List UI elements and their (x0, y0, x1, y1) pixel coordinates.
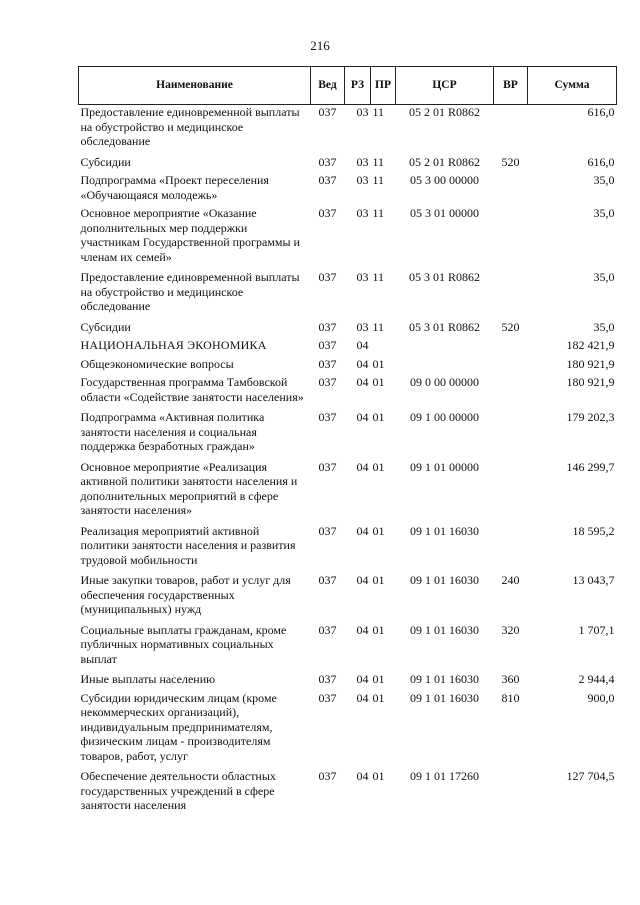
cell-vr: 240 (501, 573, 520, 587)
cell-name: Основное мероприятие «Оказание дополнительных мер поддержки участникам Государственной программы и членам их семей» (80, 206, 300, 264)
header-pr: ПР (371, 67, 396, 105)
table-row (79, 623, 617, 673)
cell-vr: 360 (501, 672, 520, 686)
cell-rz: 03 (356, 154, 369, 169)
cell-ved: 037 (318, 690, 337, 705)
cell-sum: 900,0 (587, 690, 615, 705)
cell-ved: 037 (318, 769, 337, 783)
cell-csr: 09 0 00 00000 (410, 375, 479, 389)
cell-pr: 01 (372, 573, 385, 587)
cell-name: Иные выплаты населению (80, 672, 216, 686)
cell-ved: 037 (318, 356, 337, 371)
cell-sum: 13 043,7 (572, 573, 615, 587)
cell-sum: 35,0 (593, 206, 615, 220)
table-row (79, 320, 617, 339)
table-row (79, 524, 617, 574)
header-rz: РЗ (345, 67, 371, 105)
cell-name: Реализация мероприятий активной политики занятости населения и развития трудовой мобильности (80, 523, 296, 567)
table-row (79, 206, 617, 270)
cell-rz: 04 (356, 338, 369, 352)
cell-ved: 037 (318, 622, 337, 637)
table-row (79, 105, 617, 155)
table-body (79, 105, 617, 813)
cell-pr: 01 (372, 523, 385, 538)
cell-rz: 03 (356, 206, 369, 220)
cell-vr (494, 375, 528, 410)
cell-ved: 037 (318, 270, 337, 284)
cell-vr: 520 (501, 319, 520, 334)
cell-rz: 03 (356, 105, 369, 119)
cell-csr: 09 1 01 16030 (410, 690, 479, 705)
cell-ved: 037 (318, 154, 337, 169)
cell-ved: 037 (318, 173, 337, 187)
cell-sum: 179 202,3 (566, 410, 615, 424)
cell-ved: 037 (318, 459, 337, 474)
cell-rz: 04 (356, 410, 369, 424)
cell-pr: 01 (372, 622, 385, 637)
header-ved: Вед (311, 67, 345, 105)
table-row (79, 410, 617, 460)
cell-name: Субсидии (80, 319, 131, 334)
cell-name: Подпрограмма «Активная политика занятости населения и социальная поддержка безработных граждан» (80, 410, 265, 453)
table-row (79, 375, 617, 410)
cell-sum: 180 921,9 (566, 356, 615, 371)
cell-name: Предоставление единовременной выплаты на обустройство и медицинское обследование (80, 105, 300, 148)
cell-ved: 037 (318, 375, 337, 389)
cell-rz: 03 (356, 173, 369, 187)
table-row (79, 155, 617, 174)
table-row (79, 672, 617, 691)
table-row (79, 173, 617, 206)
cell-csr: 05 3 01 R0862 (408, 270, 480, 284)
cell-pr: 11 (372, 206, 385, 220)
table-row (79, 573, 617, 623)
cell-csr (396, 357, 494, 376)
page-number: 216 (310, 38, 330, 53)
cell-sum: 616,0 (587, 154, 615, 169)
table-row (79, 270, 617, 320)
cell-vr (494, 105, 528, 155)
cell-vr (494, 460, 528, 524)
cell-vr (494, 338, 528, 357)
cell-rz: 04 (356, 690, 369, 705)
cell-ved: 037 (318, 206, 337, 220)
cell-sum: 35,0 (593, 173, 615, 187)
cell-rz: 04 (356, 769, 369, 783)
cell-name: Субсидии юридическим лицам (кроме некоммерческих организаций), индивидуальным предпринимателям, физическим лицам - производителям товаров, работ, услуг (80, 690, 277, 763)
cell-sum: 1 707,1 (578, 622, 615, 637)
cell-vr: 320 (501, 622, 520, 637)
header-name: Наименование (79, 67, 311, 105)
cell-ved: 037 (318, 319, 337, 334)
cell-vr: 810 (501, 690, 520, 705)
cell-sum: 18 595,2 (572, 523, 615, 538)
header-vr: ВР (494, 67, 528, 105)
cell-sum: 146 299,7 (566, 459, 615, 474)
table-row (79, 460, 617, 524)
table-header-row (79, 67, 617, 105)
cell-vr (494, 524, 528, 574)
cell-name: Основное мероприятие «Реализация активной политики занятости населения и дополнительных мероприятий в сфере занятости населения» (80, 459, 298, 517)
table-row (79, 338, 617, 357)
cell-name: Социальные выплаты гражданам, кроме публичных нормативных социальных выплат (80, 622, 287, 666)
cell-csr: 09 1 01 16030 (410, 672, 479, 686)
cell-sum: 35,0 (593, 319, 615, 334)
cell-rz: 04 (356, 356, 369, 371)
cell-csr: 05 3 01 00000 (410, 206, 479, 220)
cell-name: Субсидии (80, 154, 131, 169)
cell-vr (494, 173, 528, 206)
cell-rz: 04 (356, 523, 369, 538)
cell-csr (396, 338, 494, 357)
cell-csr: 05 2 01 R0862 (408, 105, 480, 119)
cell-ved: 037 (318, 338, 337, 352)
cell-csr: 05 3 00 00000 (410, 173, 479, 187)
cell-vr (494, 206, 528, 270)
table-row (79, 357, 617, 376)
cell-csr: 09 1 01 16030 (410, 573, 479, 587)
cell-csr: 05 3 01 R0862 (408, 319, 480, 334)
cell-rz: 04 (356, 375, 369, 389)
cell-vr (494, 270, 528, 320)
header-sum: Сумма (528, 67, 617, 105)
cell-sum: 35,0 (593, 270, 615, 284)
cell-name: Государственная программа Тамбовской области «Содействие занятости населения» (80, 375, 304, 404)
cell-name: Общеэкономические вопросы (80, 356, 234, 371)
cell-rz: 04 (356, 672, 369, 686)
cell-name: Обеспечение деятельности областных государственных учреждений в сфере занятости населения (80, 769, 276, 812)
cell-pr: 01 (372, 690, 385, 705)
cell-sum: 616,0 (587, 105, 615, 119)
cell-vr (494, 357, 528, 376)
cell-csr: 09 1 01 16030 (410, 622, 479, 637)
cell-pr: 01 (372, 356, 385, 371)
cell-name: Предоставление единовременной выплаты на обустройство и медицинское обследование (80, 270, 300, 313)
cell-rz: 03 (356, 319, 369, 334)
cell-sum: 182 421,9 (566, 338, 615, 352)
cell-name: Иные закупки товаров, работ и услуг для обеспечения государственных (муниципальных) нужд (80, 573, 291, 616)
cell-ved: 037 (318, 573, 337, 587)
cell-pr: 11 (372, 319, 385, 334)
cell-name: НАЦИОНАЛЬНАЯ ЭКОНОМИКА (80, 338, 267, 352)
cell-vr (494, 769, 528, 813)
cell-sum: 127 704,5 (566, 769, 615, 783)
cell-csr: 09 1 01 00000 (410, 459, 479, 474)
cell-pr: 01 (372, 672, 385, 686)
cell-pr: 01 (372, 769, 385, 783)
cell-rz: 04 (356, 573, 369, 587)
cell-ved: 037 (318, 410, 337, 424)
cell-csr: 09 1 01 17260 (410, 769, 479, 783)
budget-table (78, 66, 617, 813)
cell-rz: 04 (356, 622, 369, 637)
cell-csr: 09 1 01 16030 (410, 523, 479, 538)
cell-vr (494, 410, 528, 460)
cell-sum: 2 944,4 (578, 672, 615, 686)
cell-name: Подпрограмма «Проект переселения «Обучающаяся молодежь» (80, 173, 269, 202)
cell-pr: 11 (372, 270, 385, 284)
cell-rz: 04 (356, 459, 369, 474)
header-csr: ЦСР (396, 67, 494, 105)
table-row (79, 691, 617, 770)
table-row (79, 769, 617, 813)
cell-pr: 11 (372, 105, 385, 119)
cell-pr: 01 (372, 459, 385, 474)
cell-ved: 037 (318, 523, 337, 538)
cell-pr: 11 (372, 173, 385, 187)
cell-pr: 11 (372, 154, 385, 169)
cell-ved: 037 (318, 105, 337, 119)
cell-pr: 01 (372, 375, 385, 389)
cell-vr: 520 (501, 154, 520, 169)
cell-rz: 03 (356, 270, 369, 284)
cell-sum: 180 921,9 (566, 375, 615, 389)
cell-csr: 09 1 00 00000 (410, 410, 479, 424)
cell-ved: 037 (318, 672, 337, 686)
cell-pr: 01 (372, 410, 385, 424)
cell-csr: 05 2 01 R0862 (408, 154, 480, 169)
cell-pr (371, 338, 396, 357)
